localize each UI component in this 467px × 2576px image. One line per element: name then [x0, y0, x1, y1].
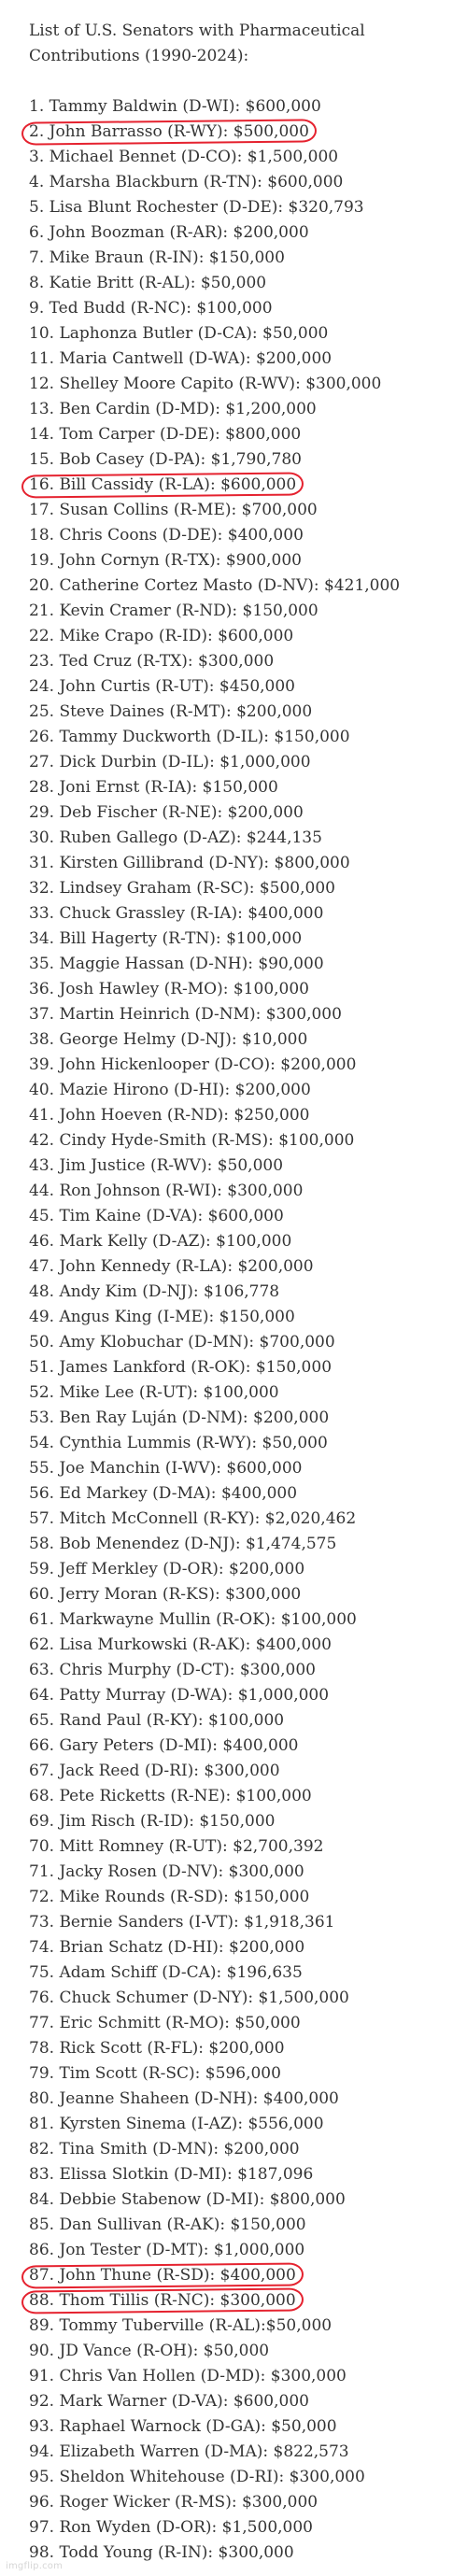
list-item — [29, 901, 451, 927]
list-item-text: 20. Catherine Cortez Masto (D-NV): $421,000 — [29, 576, 401, 595]
list-item — [29, 1431, 451, 1456]
list-item-text: 81. Kyrsten Sinema (I-AZ): $556,000 — [29, 2115, 324, 2133]
list-item — [29, 1582, 451, 1607]
imgflip-watermark: imgflip.com — [6, 2561, 64, 2571]
list-item-text: 40. Mazie Hirono (D-HI): $200,000 — [29, 1081, 311, 1099]
list-item-text: 65. Rand Paul (R-KY): $100,000 — [29, 1711, 285, 1730]
list-item-text: 42. Cindy Hyde-Smith (R-MS): $100,000 — [29, 1131, 355, 1150]
list-item — [29, 1229, 451, 1254]
list-item-text: 66. Gary Peters (D-MI): $400,000 — [29, 1736, 299, 1755]
list-item — [29, 725, 451, 750]
list-item — [29, 372, 451, 397]
list-item — [29, 1002, 451, 1027]
list-item-text: 17. Susan Collins (R-ME): $700,000 — [29, 501, 318, 519]
list-item-text: 98. Todd Young (R-IN): $300,000 — [29, 2543, 294, 2562]
list-item — [29, 1355, 451, 1380]
list-item — [29, 2440, 451, 2465]
list-item-text: 76. Chuck Schumer (D-NY): $1,500,000 — [29, 1989, 349, 2007]
list-item-text: 55. Joe Manchin (I-WV): $600,000 — [29, 1459, 303, 1478]
list-item-text: 56. Ed Markey (D-MA): $400,000 — [29, 1484, 298, 1503]
list-item-text: 24. John Curtis (R-UT): $450,000 — [29, 677, 295, 696]
list-item — [29, 1204, 451, 1229]
list-item-text: 54. Cynthia Lummis (R-WY): $50,000 — [29, 1434, 328, 1452]
list-item — [29, 573, 451, 599]
list-item — [29, 1557, 451, 1582]
list-item — [29, 548, 451, 573]
list-item — [29, 2112, 451, 2137]
list-item — [29, 1481, 451, 1507]
list-item — [29, 2490, 451, 2515]
list-item-text: 6. John Boozman (R-AR): $200,000 — [29, 223, 309, 242]
list-item-text: 39. John Hickenlooper (D-CO): $200,000 — [29, 1055, 357, 1074]
list-item-text: 80. Jeanne Shaheen (D-NH): $400,000 — [29, 2089, 339, 2108]
list-item — [29, 2389, 451, 2414]
circled-list-item-text: 88. Thom Tillis (R-NC): $300,000 — [29, 2288, 296, 2314]
blank-line — [29, 69, 451, 94]
list-item — [29, 1935, 451, 1960]
list-item — [29, 2541, 451, 2566]
list-item — [29, 952, 451, 977]
list-item-text: 86. Jon Tester (D-MT): $1,000,000 — [29, 2241, 305, 2259]
list-item-text: 22. Mike Crapo (R-ID): $600,000 — [29, 627, 294, 645]
list-item-text: 38. George Helmy (D-NJ): $10,000 — [29, 1030, 308, 1049]
list-item — [29, 1809, 451, 1834]
list-item-text: 32. Lindsey Graham (R-SC): $500,000 — [29, 879, 335, 898]
list-item-text: 61. Markwayne Mullin (R-OK): $100,000 — [29, 1610, 357, 1629]
list-item-text: 33. Chuck Grassley (R-IA): $400,000 — [29, 904, 324, 923]
list-item — [29, 674, 451, 700]
list-item — [29, 1960, 451, 1986]
list-item-text: 23. Ted Cruz (R-TX): $300,000 — [29, 652, 275, 671]
list-item-text: 45. Tim Kaine (D-VA): $600,000 — [29, 1207, 284, 1225]
list-item-text: 10. Laphonza Butler (D-CA): $50,000 — [29, 324, 329, 343]
circled-list-item-text: 16. Bill Cassidy (R-LA): $600,000 — [29, 473, 296, 498]
list-item-text: 62. Lisa Murkowski (R-AK): $400,000 — [29, 1635, 332, 1654]
list-item-text: 84. Debbie Stabenow (D-MI): $800,000 — [29, 2190, 346, 2209]
list-item-text: 89. Tommy Tuberville (R-AL):$50,000 — [29, 2316, 333, 2335]
list-item — [29, 2011, 451, 2036]
list-item-circled — [29, 120, 451, 145]
list-item — [29, 800, 451, 826]
list-item-text: 13. Ben Cardin (D-MD): $1,200,000 — [29, 400, 317, 418]
list-item — [29, 271, 451, 296]
list-item — [29, 1658, 451, 1683]
list-item — [29, 2364, 451, 2389]
list-item — [29, 447, 451, 473]
list-item-text: 36. Josh Hawley (R-MO): $100,000 — [29, 980, 309, 998]
document-title: List of U.S. Senators with Pharmaceutical Contributions (1990-2024): — [29, 21, 365, 65]
list-item-text: 83. Elissa Slotkin (D-MI): $187,096 — [29, 2165, 314, 2184]
list-item — [29, 1683, 451, 1708]
list-item-text: 27. Dick Durbin (D-IL): $1,000,000 — [29, 753, 311, 771]
list-item — [29, 1406, 451, 1431]
list-item — [29, 1507, 451, 1532]
list-item — [29, 624, 451, 649]
list-item — [29, 397, 451, 422]
list-item-text: 57. Mitch McConnell (R-KY): $2,020,462 — [29, 1509, 357, 1528]
list-item-text: 58. Bob Menendez (D-NJ): $1,474,575 — [29, 1535, 337, 1553]
list-item — [29, 826, 451, 851]
list-item-text: 60. Jerry Moran (R-KS): $300,000 — [29, 1585, 302, 1604]
list-item-text: 11. Maria Cantwell (D-WA): $200,000 — [29, 349, 333, 368]
list-item-text: 91. Chris Van Hollen (D-MD): $300,000 — [29, 2367, 347, 2385]
list-item — [29, 1734, 451, 1759]
list-item — [29, 750, 451, 775]
list-item — [29, 321, 451, 347]
list-item — [29, 1708, 451, 1734]
list-item-text: 1. Tammy Baldwin (D-WI): $600,000 — [29, 97, 321, 116]
list-item-text: 9. Ted Budd (R-NC): $100,000 — [29, 299, 273, 318]
list-item-text: 96. Roger Wicker (R-MS): $300,000 — [29, 2493, 318, 2512]
list-item — [29, 1154, 451, 1179]
list-item-text: 49. Angus King (I-ME): $150,000 — [29, 1308, 295, 1326]
list-item — [29, 1910, 451, 1935]
list-item — [29, 1027, 451, 1053]
list-item — [29, 927, 451, 952]
list-item-text: 72. Mike Rounds (R-SD): $150,000 — [29, 1888, 310, 1906]
list-item — [29, 1078, 451, 1103]
list-item-text: 28. Joni Ernst (R-IA): $150,000 — [29, 778, 278, 797]
list-item — [29, 1607, 451, 1633]
list-item — [29, 1380, 451, 1406]
list-item-text: 97. Ron Wyden (D-OR): $1,500,000 — [29, 2518, 313, 2537]
list-item-text: 79. Tim Scott (R-SC): $596,000 — [29, 2064, 281, 2083]
list-item — [29, 2515, 451, 2541]
list-item-text: 71. Jacky Rosen (D-NV): $300,000 — [29, 1862, 304, 1881]
list-item — [29, 1280, 451, 1305]
list-item-text: 74. Brian Schatz (D-HI): $200,000 — [29, 1938, 305, 1957]
list-item — [29, 94, 451, 120]
list-item — [29, 1633, 451, 1658]
list-item — [29, 296, 451, 321]
circled-list-item-text: 87. John Thune (R-SD): $400,000 — [29, 2263, 296, 2288]
list-item — [29, 2414, 451, 2440]
list-item-text: 4. Marsha Blackburn (R-TN): $600,000 — [29, 173, 344, 191]
list-item-text: 93. Raphael Warnock (D-GA): $50,000 — [29, 2417, 337, 2436]
senator-list — [29, 94, 451, 2566]
list-item-text: 77. Eric Schmitt (R-MO): $50,000 — [29, 2014, 301, 2032]
list-item — [29, 1330, 451, 1355]
list-item — [29, 2162, 451, 2187]
list-item — [29, 700, 451, 725]
list-item — [29, 195, 451, 220]
list-item — [29, 2238, 451, 2263]
list-item — [29, 775, 451, 800]
list-item — [29, 1128, 451, 1154]
list-item-text: 95. Sheldon Whitehouse (D-RI): $300,000 — [29, 2468, 365, 2486]
list-item-text: 37. Martin Heinrich (D-NM): $300,000 — [29, 1005, 342, 1024]
list-item — [29, 2187, 451, 2213]
list-item-text: 31. Kirsten Gillibrand (D-NY): $800,000 — [29, 854, 350, 872]
list-item-text: 90. JD Vance (R-OH): $50,000 — [29, 2342, 270, 2360]
list-item-text: 47. John Kennedy (R-LA): $200,000 — [29, 1257, 314, 1276]
list-item — [29, 246, 451, 271]
list-item-text: 51. James Lankford (R-OK): $150,000 — [29, 1358, 333, 1377]
list-item-text: 7. Mike Braun (R-IN): $150,000 — [29, 248, 285, 267]
list-item — [29, 1254, 451, 1280]
list-item — [29, 2087, 451, 2112]
list-item — [29, 977, 451, 1002]
list-item-text: 14. Tom Carper (D-DE): $800,000 — [29, 425, 302, 444]
list-item — [29, 145, 451, 170]
list-item-text: 3. Michael Bennet (D-CO): $1,500,000 — [29, 148, 339, 166]
list-item — [29, 170, 451, 195]
list-item-text: 48. Andy Kim (D-NJ): $106,778 — [29, 1282, 280, 1301]
list-item-text: 5. Lisa Blunt Rochester (D-DE): $320,793 — [29, 198, 364, 217]
circled-list-item-text: 2. John Barrasso (R-WY): $500,000 — [29, 120, 309, 145]
list-item-text: 52. Mike Lee (R-UT): $100,000 — [29, 1383, 279, 1402]
list-item-text: 8. Katie Britt (R-AL): $50,000 — [29, 274, 267, 292]
list-item-text: 53. Ben Ray Luján (D-NM): $200,000 — [29, 1408, 330, 1427]
list-item-text: 34. Bill Hagerty (R-TN): $100,000 — [29, 929, 303, 948]
list-item-text: 63. Chris Murphy (D-CT): $300,000 — [29, 1661, 316, 1679]
list-item-text: 73. Bernie Sanders (I-VT): $1,918,361 — [29, 1913, 335, 1932]
list-item — [29, 2137, 451, 2162]
list-item-text: 70. Mitt Romney (R-UT): $2,700,392 — [29, 1837, 324, 1856]
list-item — [29, 1834, 451, 1860]
list-item-text: 44. Ron Johnson (R-WI): $300,000 — [29, 1182, 304, 1200]
list-item-text: 43. Jim Justice (R-WV): $50,000 — [29, 1156, 284, 1175]
list-item — [29, 422, 451, 447]
list-item — [29, 1986, 451, 2011]
list-item-text: 92. Mark Warner (D-VA): $600,000 — [29, 2392, 309, 2411]
list-item — [29, 599, 451, 624]
list-item-text: 94. Elizabeth Warren (D-MA): $822,573 — [29, 2442, 349, 2461]
list-item — [29, 498, 451, 523]
list-item — [29, 851, 451, 876]
list-item-text: 50. Amy Klobuchar (D-MN): $700,000 — [29, 1333, 335, 1352]
list-item-text: 29. Deb Fischer (R-NE): $200,000 — [29, 803, 304, 822]
list-item-text: 35. Maggie Hassan (D-NH): $90,000 — [29, 955, 324, 973]
list-item-text: 67. Jack Reed (D-RI): $300,000 — [29, 1762, 280, 1780]
list-item — [29, 1784, 451, 1809]
list-item-text: 82. Tina Smith (D-MN): $200,000 — [29, 2140, 300, 2158]
list-item-text: 41. John Hoeven (R-ND): $250,000 — [29, 1106, 310, 1125]
list-item-text: 64. Patty Murray (D-WA): $1,000,000 — [29, 1686, 330, 1705]
list-item — [29, 2036, 451, 2061]
list-item-text: 75. Adam Schiff (D-CA): $196,635 — [29, 1963, 303, 1982]
list-item-text: 85. Dan Sullivan (R-AK): $150,000 — [29, 2215, 306, 2234]
list-item — [29, 2465, 451, 2490]
list-item — [29, 2213, 451, 2238]
list-item — [29, 523, 451, 548]
list-item-text: 46. Mark Kelly (D-AZ): $100,000 — [29, 1232, 292, 1251]
list-item-text: 69. Jim Risch (R-ID): $150,000 — [29, 1812, 276, 1831]
list-item — [29, 1532, 451, 1557]
list-item-circled — [29, 473, 451, 498]
list-item — [29, 1053, 451, 1078]
list-item-text: 25. Steve Daines (R-MT): $200,000 — [29, 702, 313, 721]
list-item-text: 19. John Cornyn (R-TX): $900,000 — [29, 551, 302, 570]
list-item-text: 21. Kevin Cramer (R-ND): $150,000 — [29, 602, 318, 620]
list-item — [29, 1885, 451, 1910]
list-item-text: 18. Chris Coons (D-DE): $400,000 — [29, 526, 304, 545]
list-item — [29, 2061, 451, 2087]
list-item — [29, 1759, 451, 1784]
document-body — [29, 19, 451, 2566]
list-item — [29, 347, 451, 372]
list-item — [29, 876, 451, 901]
list-item — [29, 649, 451, 674]
list-item-text: 59. Jeff Merkley (D-OR): $200,000 — [29, 1560, 305, 1578]
list-item — [29, 220, 451, 246]
list-item — [29, 1179, 451, 1204]
list-item-text: 68. Pete Ricketts (R-NE): $100,000 — [29, 1787, 312, 1805]
list-item-text: 78. Rick Scott (R-FL): $200,000 — [29, 2039, 285, 2058]
list-item-text: 12. Shelley Moore Capito (R-WV): $300,000 — [29, 375, 382, 393]
list-item-circled — [29, 2263, 451, 2288]
list-item — [29, 1456, 451, 1481]
list-item — [29, 2314, 451, 2339]
list-item-circled — [29, 2288, 451, 2314]
list-item — [29, 1860, 451, 1885]
list-item — [29, 1103, 451, 1128]
list-item-text: 15. Bob Casey (D-PA): $1,790,780 — [29, 450, 302, 469]
list-item-text: 30. Ruben Gallego (D-AZ): $244,135 — [29, 828, 322, 847]
list-item — [29, 1305, 451, 1330]
list-item — [29, 2339, 451, 2364]
list-item-text: 26. Tammy Duckworth (D-IL): $150,000 — [29, 728, 350, 746]
